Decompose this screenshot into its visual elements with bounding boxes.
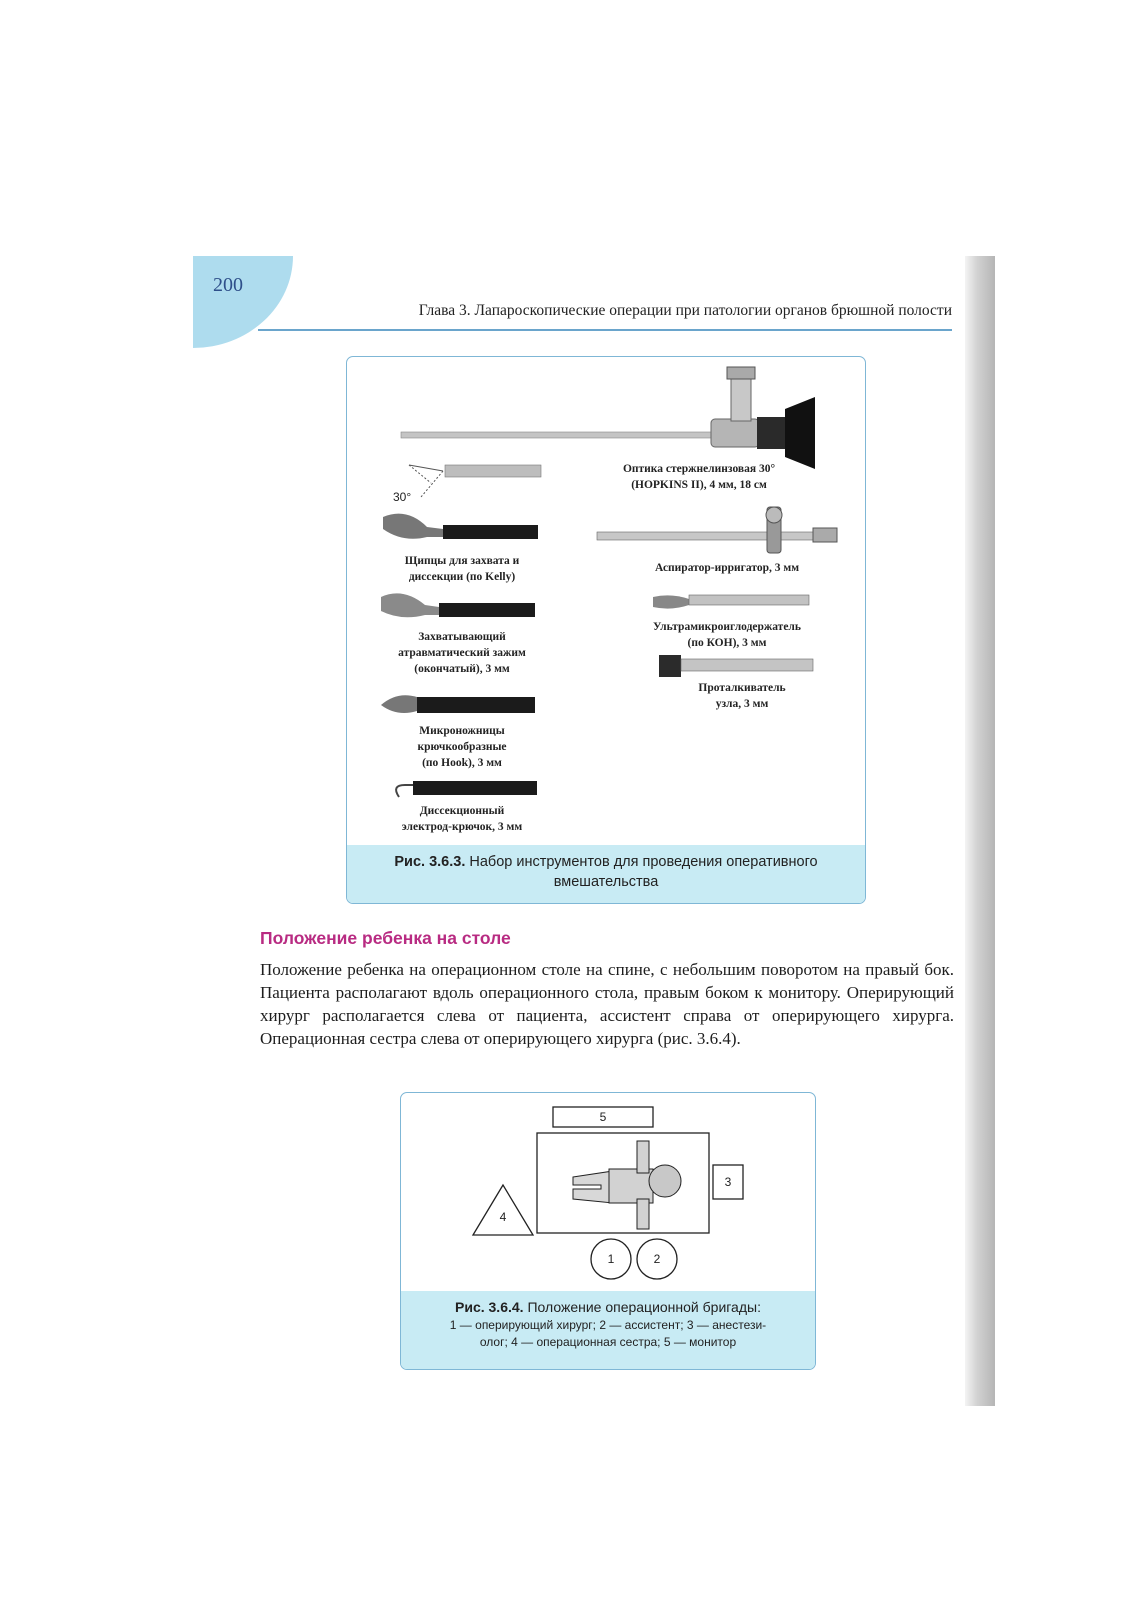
hook-scissors-icon [381, 695, 535, 713]
figure1-caption-line2: вмешательства [553, 874, 659, 890]
body-paragraph: Положение ребенка на операционном столе на спине, с небольшим поворотом на правый бок. Пациента располагают вдоль операционного стола, правым боком к монитору. Оперирующий хирург располагается слева от пациента, ассистент справа от оперирующего хирурга. Операционная сестра слева от оперирующего хирурга (рис. 3.6.4). [260, 960, 954, 1048]
figure1-caption [347, 845, 865, 903]
tool-label-grasper: Захватывающий атравматический зажим (окончатый), 3 мм [398, 631, 526, 675]
section-heading: Положение ребенка на столе [260, 928, 511, 948]
figure2-caption-title: Положение операционной бригады: [527, 1299, 761, 1315]
tool-label-needle-holder: Ультрамикроиглодержатель (по КОН), 3 мм [653, 621, 801, 649]
page-edge-shadow [965, 256, 995, 1406]
tool-label-knot-pusher: Проталкиватель узла, 3 мм [698, 682, 786, 710]
label-2: 2 [653, 1252, 661, 1266]
dissecting-hook-icon [396, 781, 537, 797]
tool-label-kelly: Щипцы для захвата и диссекции (по Kelly) [404, 555, 520, 583]
figure-team-positions [400, 1092, 816, 1370]
header-rule [258, 329, 952, 331]
figure1-caption-line1: Набор инструментов для проведения оперативного [469, 854, 818, 870]
aspirator-irrigator-icon [597, 507, 837, 553]
knot-pusher-icon [659, 655, 813, 677]
label-5: 5 [599, 1110, 607, 1124]
tool-label-dissecting-hook: Диссекционный электрод-крючок, 3 мм [401, 805, 523, 833]
page-number: 200 [213, 274, 243, 296]
label-3: 3 [724, 1175, 732, 1189]
angle-tip-icon [393, 465, 541, 504]
figure2-caption-label: Рис. 3.6.4. [455, 1299, 524, 1315]
label-1: 1 [607, 1252, 615, 1266]
figure1-caption-label: Рис. 3.6.3. [394, 854, 466, 870]
label-4: 4 [499, 1210, 507, 1224]
tool-label-optic: Оптика стержнелинзовая 30° (HOPKINS II), 4 мм, 18 см [622, 463, 776, 491]
running-head: Глава 3. Лапароскопические операции при патологии органов брюшной полости [418, 302, 952, 319]
micro-needle-holder-icon [653, 595, 809, 609]
figure2-caption-line2: олог; 4 — операционная сестра; 5 — монитор [479, 1335, 737, 1349]
team-diagram [401, 1093, 816, 1293]
figure-instruments [346, 356, 866, 904]
instruments-illustration [347, 357, 866, 847]
figure2-caption-line1: 1 — оперирующий хирург; 2 — ассистент; 3 — анестези- [449, 1318, 767, 1332]
figure2-caption [401, 1291, 815, 1369]
optic-telescope-icon [401, 367, 815, 469]
kelly-forceps-icon [383, 514, 538, 539]
angle-label: 30° [393, 490, 412, 504]
tool-label-hook-scissors: Микроножницы крючкообразные (по Hook), 3 мм [417, 725, 507, 769]
grasper-icon [381, 593, 535, 617]
page-corner-tab [193, 256, 293, 348]
tool-label-aspirator: Аспиратор-ирригатор, 3 мм [654, 562, 800, 574]
